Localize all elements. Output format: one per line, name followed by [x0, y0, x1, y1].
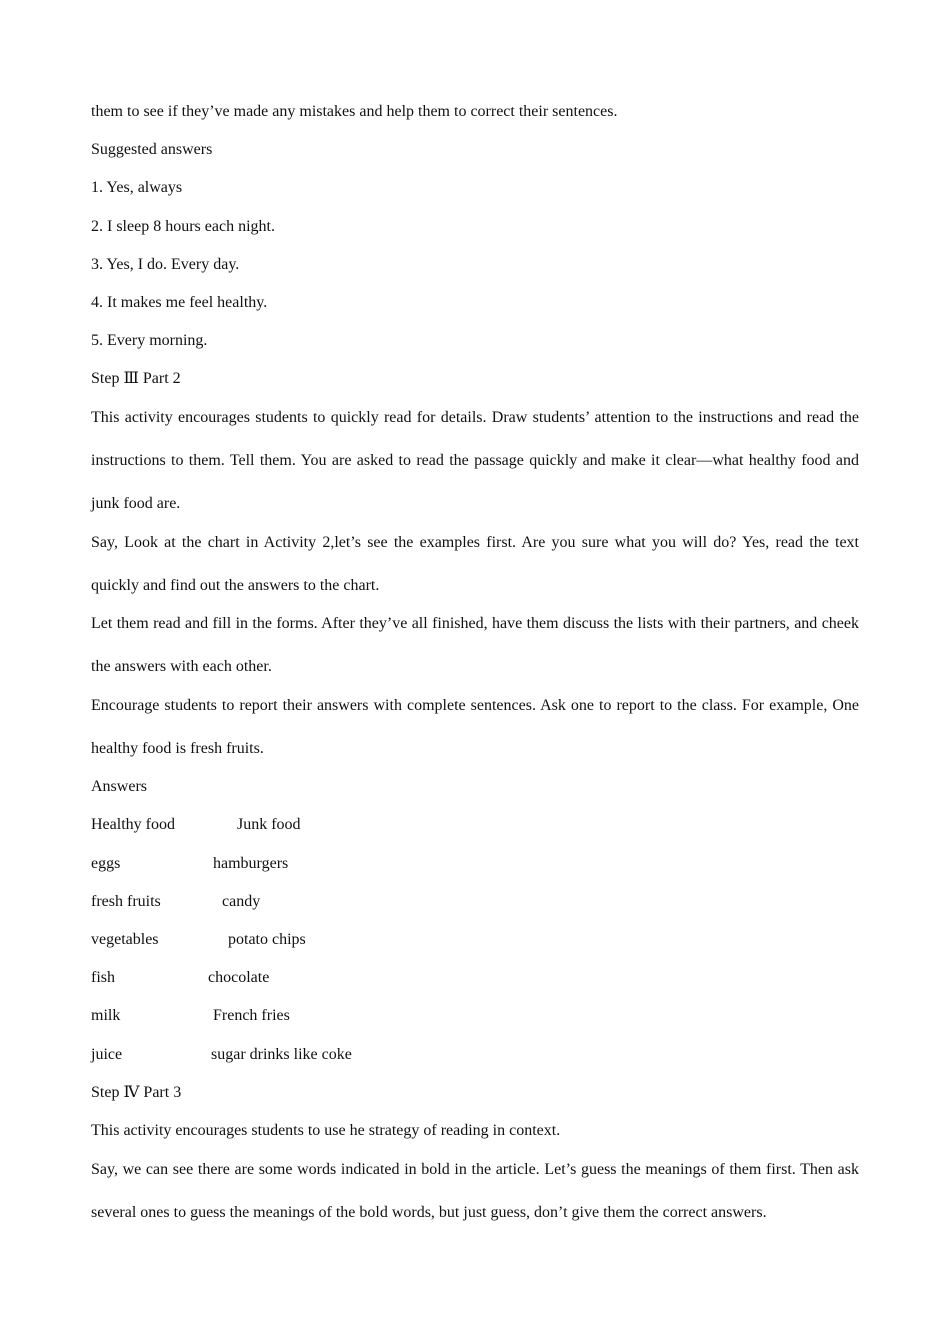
junk-food-cell: potato chips [228, 931, 306, 948]
food-table-header [91, 813, 859, 837]
answer-2: 2. I sleep 8 hours each night. [91, 217, 275, 235]
table-row [91, 852, 859, 876]
answer-4: 4. It makes me feel healthy. [91, 293, 268, 311]
junk-food-cell: French fries [213, 1007, 290, 1025]
intro-line: them to see if they’ve made any mistakes and help them to correct their sentences. [91, 103, 618, 120]
answer-3: 3. Yes, I do. Every day. [91, 255, 240, 273]
answer-1: 1. Yes, always [91, 179, 183, 197]
table-row [91, 1004, 859, 1028]
healthy-food-cell: fresh fruits [91, 892, 161, 910]
step-3-heading: Step Ⅲ Part 2 [91, 370, 181, 388]
table-row [91, 966, 859, 990]
healthy-food-cell: juice [91, 1045, 123, 1063]
step-4-description: This activity encourages students to use he strategy of reading in context. [91, 1121, 561, 1139]
header-healthy-food: Healthy food [91, 816, 175, 834]
step-4-heading: Step Ⅳ Part 3 [91, 1083, 182, 1101]
table-row [91, 1043, 859, 1067]
healthy-food-cell: milk [91, 1007, 121, 1025]
paragraph-report-answers: Encourage students to report their answers with complete sentences. Ask one to report to the class. For example, One healthy food is fresh fruits. [91, 697, 859, 758]
answers-heading: Answers [91, 778, 147, 796]
healthy-food-cell: eggs [91, 854, 121, 872]
junk-food-cell: chocolate [208, 969, 270, 987]
junk-food-cell: hamburgers [213, 854, 289, 872]
header-junk-food: Junk food [237, 816, 301, 834]
paragraph-activity-details: This activity encourages students to quickly read for details. Draw students’ attention to the instructions and read the instructions to them. Tell them. You are asked to read the passage quickly and make it clear—what healthy food and junk food are. [91, 409, 859, 512]
paragraph-look-at-chart: Say, Look at the chart in Activity 2,let’s see the examples first. Are you sure what you will do? Yes, read the text quickly and find out the answers to the chart. [91, 533, 859, 594]
document-page [91, 100, 859, 1239]
junk-food-cell: sugar drinks like coke [211, 1045, 352, 1063]
answer-5: 5. Every morning. [91, 332, 208, 350]
table-row [91, 890, 859, 914]
junk-food-cell: candy [222, 892, 261, 910]
paragraph-guess-meanings: Say, we can see there are some words indicated in bold in the article. Let’s guess the meanings of them first. Then ask several ones to guess the meanings of the bold words, but just guess, don’t give them the correct answers. [91, 1160, 859, 1221]
paragraph-fill-forms: Let them read and fill in the forms. After they’ve all finished, have them discuss the lists with their partners, and cheek the answers with each other. [91, 615, 859, 676]
healthy-food-cell: fish [91, 969, 115, 987]
suggested-answers-heading: Suggested answers [91, 141, 213, 159]
table-row [91, 928, 859, 952]
healthy-food-cell: vegetables [91, 931, 159, 948]
